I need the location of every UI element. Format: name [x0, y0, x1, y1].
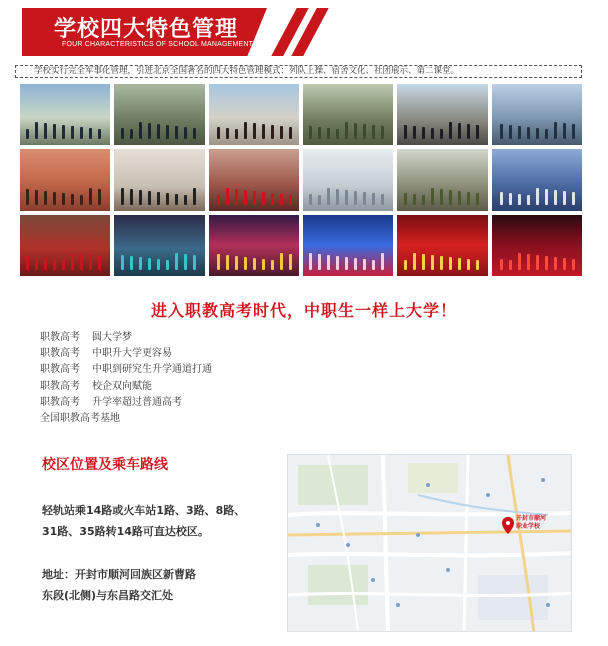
photo-figure — [235, 189, 238, 205]
management-intro: 学校实行完全军事化管理，引进北京全国著名的四大特色管理模式：列队上操、宿舍文化、社团展示、第二课堂。 — [15, 65, 582, 78]
photo-figure — [527, 254, 530, 270]
photo-figure — [449, 257, 452, 270]
photo-figure — [262, 124, 265, 139]
photo-figure — [536, 188, 539, 205]
photo-figure — [53, 192, 56, 205]
photo-figure — [563, 258, 566, 270]
photo-figure — [71, 253, 74, 270]
map-marker-label: 职业学校 — [516, 523, 541, 530]
photo-figure — [271, 125, 274, 139]
photo-red-flag-stage — [20, 215, 110, 276]
campus-title: 校区位置及乘车路线 — [42, 457, 168, 473]
photo-figure — [184, 195, 187, 205]
photo-figure — [500, 259, 503, 270]
photo-flag-ceremony — [492, 84, 582, 145]
photo-figure — [518, 253, 521, 270]
photo-figure — [554, 190, 557, 205]
photo-figure — [554, 122, 557, 139]
photo-figure — [422, 127, 425, 139]
photo-figure — [527, 127, 530, 139]
photo-figure — [500, 192, 503, 205]
photo-figure — [89, 128, 92, 139]
photo-figure — [217, 195, 220, 205]
photo-figure — [289, 195, 292, 205]
photo-figure — [354, 258, 357, 270]
photo-figure — [422, 195, 425, 205]
photo-figure — [345, 257, 348, 270]
photo-figure — [413, 253, 416, 270]
photo-figure — [148, 123, 151, 139]
photo-figure — [345, 190, 348, 205]
photo-figure — [289, 127, 292, 139]
photo-figure — [563, 191, 566, 205]
advantage-list — [40, 330, 212, 427]
photo-blue-stage-show — [303, 215, 393, 276]
photo-figure — [509, 260, 512, 270]
photo-figure — [262, 259, 265, 270]
photo-student-march — [397, 84, 487, 145]
photo-figure — [35, 122, 38, 139]
photo-classroom-assembly — [20, 149, 110, 210]
photo-figure — [44, 123, 47, 139]
advantage-item — [40, 362, 212, 378]
photo-figure — [440, 129, 443, 139]
route-line: 31路、35路转14路可直达校区。 — [42, 525, 209, 538]
photo-figure — [244, 257, 247, 270]
photo-figure — [26, 256, 29, 270]
photo-figure — [467, 259, 470, 270]
photo-figure — [80, 254, 83, 270]
photo-figure — [121, 188, 124, 205]
photo-figure — [166, 125, 169, 139]
advantage-tag: 职教高考 — [40, 396, 80, 408]
photo-figure — [53, 259, 56, 270]
photo-figure — [381, 126, 384, 139]
photo-figure — [318, 195, 321, 205]
map-graphic — [288, 455, 572, 632]
photo-figure — [309, 253, 312, 270]
photo-figure — [458, 123, 461, 139]
photo-figure — [253, 191, 256, 205]
address-line: 地址：开封市顺河回族区新曹路 — [42, 568, 196, 581]
photo-figure — [476, 193, 479, 205]
photo-figure — [572, 259, 575, 270]
photo-figure — [563, 123, 566, 139]
photo-figure — [467, 124, 470, 139]
photo-figure — [545, 129, 548, 139]
photo-figure — [148, 258, 151, 270]
photo-tea-ceremony — [114, 149, 204, 210]
photo-figure — [139, 257, 142, 270]
photo-figure — [431, 255, 434, 270]
advantage-item — [40, 411, 212, 427]
photo-figure — [280, 126, 283, 139]
photo-figure — [71, 194, 74, 205]
photo-figure — [253, 123, 256, 139]
photo-figure — [235, 129, 238, 139]
photo-dance-rehearsal — [209, 149, 299, 210]
photo-figure — [26, 129, 29, 139]
photo-figure — [536, 255, 539, 270]
photo-figure — [130, 256, 133, 270]
advantage-text: 圆大学梦 — [92, 332, 132, 343]
photo-figure — [431, 188, 434, 205]
photo-figure — [98, 256, 101, 270]
photo-figure — [262, 192, 265, 205]
photo-figure — [217, 127, 220, 139]
photo-figure — [527, 195, 530, 205]
photo-marching-courtyard — [114, 84, 204, 145]
photo-figure — [130, 129, 133, 139]
bus-route — [42, 500, 245, 542]
photo-figure — [449, 190, 452, 205]
photo-figure — [271, 193, 274, 205]
advantage-item — [40, 379, 212, 395]
photo-figure — [244, 122, 247, 139]
photo-figure — [175, 126, 178, 139]
photo-figure — [193, 128, 196, 139]
photo-figure — [44, 191, 47, 205]
photo-figure — [458, 191, 461, 205]
photo-figure — [98, 189, 101, 205]
photo-figure — [536, 128, 539, 139]
photo-figure — [175, 194, 178, 205]
photo-figure — [327, 188, 330, 205]
photo-figure — [554, 257, 557, 270]
photo-figure — [89, 255, 92, 270]
photo-figure — [381, 194, 384, 205]
photo-figure — [467, 192, 470, 205]
advantage-text: 中职到研究生升学通道打通 — [92, 364, 212, 376]
photo-figure — [363, 259, 366, 270]
photo-figure — [372, 260, 375, 270]
photo-figure — [500, 124, 503, 139]
photo-dormitory-room — [303, 149, 393, 210]
photo-figure — [318, 127, 321, 139]
address — [42, 564, 196, 606]
photo-cheer-team — [492, 149, 582, 210]
photo-figure — [148, 191, 151, 205]
photo-figure — [121, 255, 124, 270]
photo-figure — [253, 258, 256, 270]
route-line: 轻轨站乘14路或火车站1路、3路、8路、 — [42, 504, 246, 517]
photo-figure — [35, 190, 38, 205]
photo-camouflage-troop — [303, 84, 393, 145]
photo-figure — [345, 122, 348, 139]
photo-figure — [381, 253, 384, 270]
photo-figure — [440, 189, 443, 205]
photo-figure — [327, 128, 330, 139]
photo-figure — [226, 128, 229, 139]
photo-figure — [336, 256, 339, 270]
advantage-tag: 职教高考 — [40, 380, 80, 392]
advantage-tag: 职教高考 — [40, 348, 80, 360]
advantage-tag: 职教高考 — [40, 332, 80, 343]
photo-figure — [476, 125, 479, 139]
photo-figure — [175, 253, 178, 270]
photo-figure — [309, 126, 312, 139]
photo-figure — [89, 188, 92, 205]
photo-figure — [354, 123, 357, 139]
map-marker-label: 开封市顺河 — [516, 515, 547, 522]
photo-figure — [318, 254, 321, 270]
photo-figure — [363, 192, 366, 205]
photo-figure — [280, 253, 283, 270]
photo-figure — [572, 124, 575, 139]
photo-figure — [80, 195, 83, 205]
photo-figure — [476, 260, 479, 270]
photo-figure — [336, 129, 339, 139]
photo-figure — [545, 256, 548, 270]
photo-figure — [80, 127, 83, 139]
address-line: 东段(北侧)与东昌路交汇处 — [42, 589, 174, 602]
photo-figure — [226, 188, 229, 205]
photo-figure — [289, 254, 292, 270]
campus-map[interactable] — [287, 454, 572, 632]
photo-figure — [280, 194, 283, 205]
photo-peacock-dance — [397, 215, 487, 276]
photo-figure — [62, 125, 65, 139]
photo-figure — [422, 254, 425, 270]
photo-figure — [404, 125, 407, 139]
photo-drill-formation — [209, 84, 299, 145]
photo-figure — [139, 122, 142, 139]
photo-figure — [121, 128, 124, 139]
photo-folk-dance — [114, 215, 204, 276]
photo-figure — [44, 258, 47, 270]
banner-subtitle: FOUR CHARACTERISTICS OF SCHOOL MANAGEMENT — [62, 41, 254, 48]
photo-figure — [327, 255, 330, 270]
photo-figure — [166, 260, 169, 270]
photo-figure — [53, 124, 56, 139]
photo-figure — [449, 122, 452, 139]
photo-figure — [413, 126, 416, 139]
banner-title: 学校四大特色管理 — [54, 17, 239, 42]
advantage-item — [40, 330, 212, 346]
advantage-item — [40, 346, 212, 362]
photo-figure — [404, 193, 407, 205]
photo-figure — [26, 189, 29, 205]
advantage-text: 校企双向赋能 — [92, 380, 152, 392]
photo-figure — [71, 126, 74, 139]
photo-figure — [404, 260, 407, 270]
photo-figure — [271, 260, 274, 270]
photo-figure — [440, 256, 443, 270]
photo-figure — [354, 191, 357, 205]
photo-figure — [244, 190, 247, 205]
photo-figure — [413, 194, 416, 205]
photo-figure — [193, 255, 196, 270]
photo-figure — [98, 129, 101, 139]
photo-figure — [157, 192, 160, 205]
photo-figure — [157, 124, 160, 139]
photo-figure — [572, 192, 575, 205]
photo-figure — [184, 127, 187, 139]
advantage-text: 中职升大学更容易 — [92, 348, 172, 360]
photo-stage-performance — [209, 215, 299, 276]
photo-figure — [372, 193, 375, 205]
photo-figure — [372, 125, 375, 139]
photo-figure — [139, 190, 142, 205]
photo-red-dance — [492, 215, 582, 276]
photo-figure — [458, 258, 461, 270]
photo-figure — [336, 189, 339, 205]
photo-figure — [545, 189, 548, 205]
photo-figure — [193, 188, 196, 205]
photo-figure — [166, 193, 169, 205]
photo-figure — [309, 194, 312, 205]
advantage-tag: 职教高考 — [40, 364, 80, 376]
photo-figure — [235, 256, 238, 270]
photo-military-parade — [20, 84, 110, 145]
slogan: 进入职教高考时代，中职生一样上大学！ — [150, 301, 457, 320]
advantage-text: 升学率超过普通高考 — [92, 396, 182, 408]
section-banner — [22, 8, 322, 56]
photo-figure — [157, 259, 160, 270]
photo-figure — [184, 254, 187, 270]
photo-figure — [518, 194, 521, 205]
photo-grid — [20, 84, 582, 276]
photo-crawl-training — [397, 149, 487, 210]
photo-figure — [431, 128, 434, 139]
photo-figure — [130, 189, 133, 205]
photo-figure — [363, 124, 366, 139]
photo-figure — [226, 255, 229, 270]
photo-figure — [509, 125, 512, 139]
photo-figure — [217, 254, 220, 270]
advantage-item — [40, 395, 212, 411]
photo-figure — [509, 193, 512, 205]
photo-figure — [518, 126, 521, 139]
photo-figure — [62, 260, 65, 270]
photo-figure — [62, 193, 65, 205]
advantage-text: 全国职教高考基地 — [40, 413, 120, 425]
photo-figure — [35, 257, 38, 270]
